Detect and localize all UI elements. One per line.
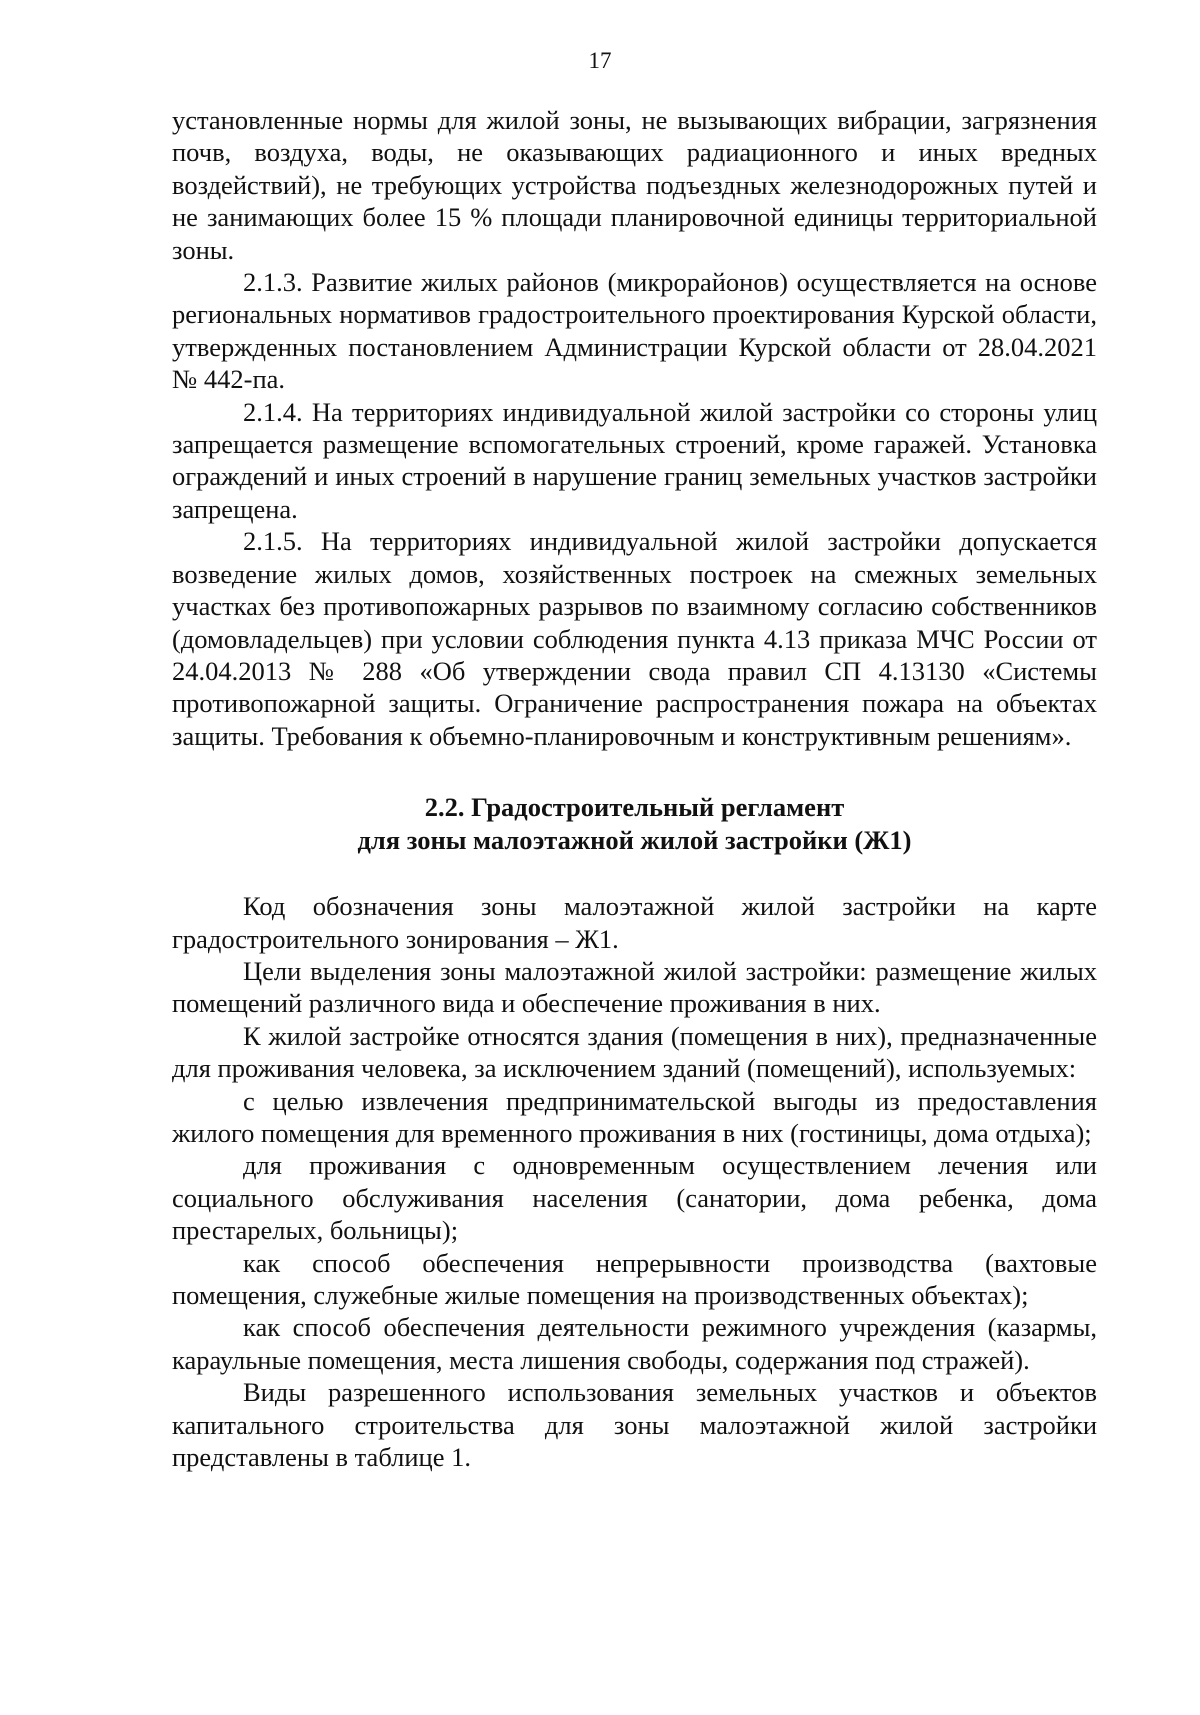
section-heading-line-1: 2.2. Градостроительный регламент xyxy=(424,792,845,823)
paragraph-residential-definition: К жилой застройке относятся здания (помещения в них), предназначенные для проживания человека, за исключением зданий (помещений), используемых: xyxy=(172,1020,1097,1084)
paragraph-2-1-4: 2.1.4. На территориях индивидуальной жилой застройки со стороны улиц запрещается размещение вспомогательных строений, кроме гаражей. Установка ограждений и иных строений в нарушение границ земельных участков застройки запрещена. xyxy=(172,396,1097,524)
paragraph-zone-code: Код обозначения зоны малоэтажной жилой застройки на карте градостроительного зонирования – Ж1. xyxy=(172,891,1097,954)
paragraph-continuation: установленные нормы для жилой зоны, не вызывающих вибрации, загрязнения почв, воздуха, воды, не оказывающих радиационного и иных вредных воздействий), не требующих устройства подъездных железнодорожных путей и не занимающих более 15 % площади планировочной единицы территориальной зоны. xyxy=(172,105,1097,265)
paragraph-zone-goals: Цели выделения зоны малоэтажной жилой застройки: размещение жилых помещений различного вида и обеспечение проживания в них. xyxy=(172,955,1097,1019)
list-item-regime: как способ обеспечения деятельности режимного учреждения (казармы, караульные помещения, места лишения свободы, содержания под стражей). xyxy=(172,1312,1097,1375)
paragraph-table-reference: Виды разрешенного использования земельных участков и объектов капитального строительства для зоны малоэтажной жилой застройки представлены в таблице 1. xyxy=(172,1377,1097,1473)
paragraph-2-1-5: 2.1.5. На территориях индивидуальной жилой застройки допускается возведение жилых домов, хозяйственных построек на смежных земельных участках без противопожарных разрывов по взаимному согласию собственников (домовладельцев) при условии соблюдения пункта 4.13 приказа МЧС России от 24.04.2013 № 288 «Об утверждении свода правил СП 4.13130 «Системы противопожарной защиты. Ограничение распространения пожара на объектах защиты. Требования к объемно-планировочным и конструктивным решениям». xyxy=(172,526,1097,751)
list-item-treatment: для проживания с одновременным осуществлением лечения или социального обслуживания населения (санатории, дома ребенка, дома престарелых, больницы); xyxy=(172,1150,1097,1246)
document-body xyxy=(172,104,1097,1473)
list-item-production: как способ обеспечения непрерывности производства (вахтовые помещения, служебные жилые помещения на производственных объектах); xyxy=(172,1247,1097,1310)
section-heading xyxy=(172,791,1097,857)
page-number: 17 xyxy=(588,48,612,73)
section-heading-line-2: для зоны малоэтажной жилой застройки (Ж1) xyxy=(357,825,912,856)
list-item-business: с целью извлечения предпринимательской выгоды из предоставления жилого помещения для временного проживания в них (гостиницы, дома отдыха); xyxy=(172,1085,1097,1148)
paragraph-2-1-3: 2.1.3. Развитие жилых районов (микрорайонов) осуществляется на основе региональных нормативов градостроительного проектирования Курской области, утвержденных постановлением Администрации Курской области от 28.04.2021 № 442-па. xyxy=(172,267,1097,395)
